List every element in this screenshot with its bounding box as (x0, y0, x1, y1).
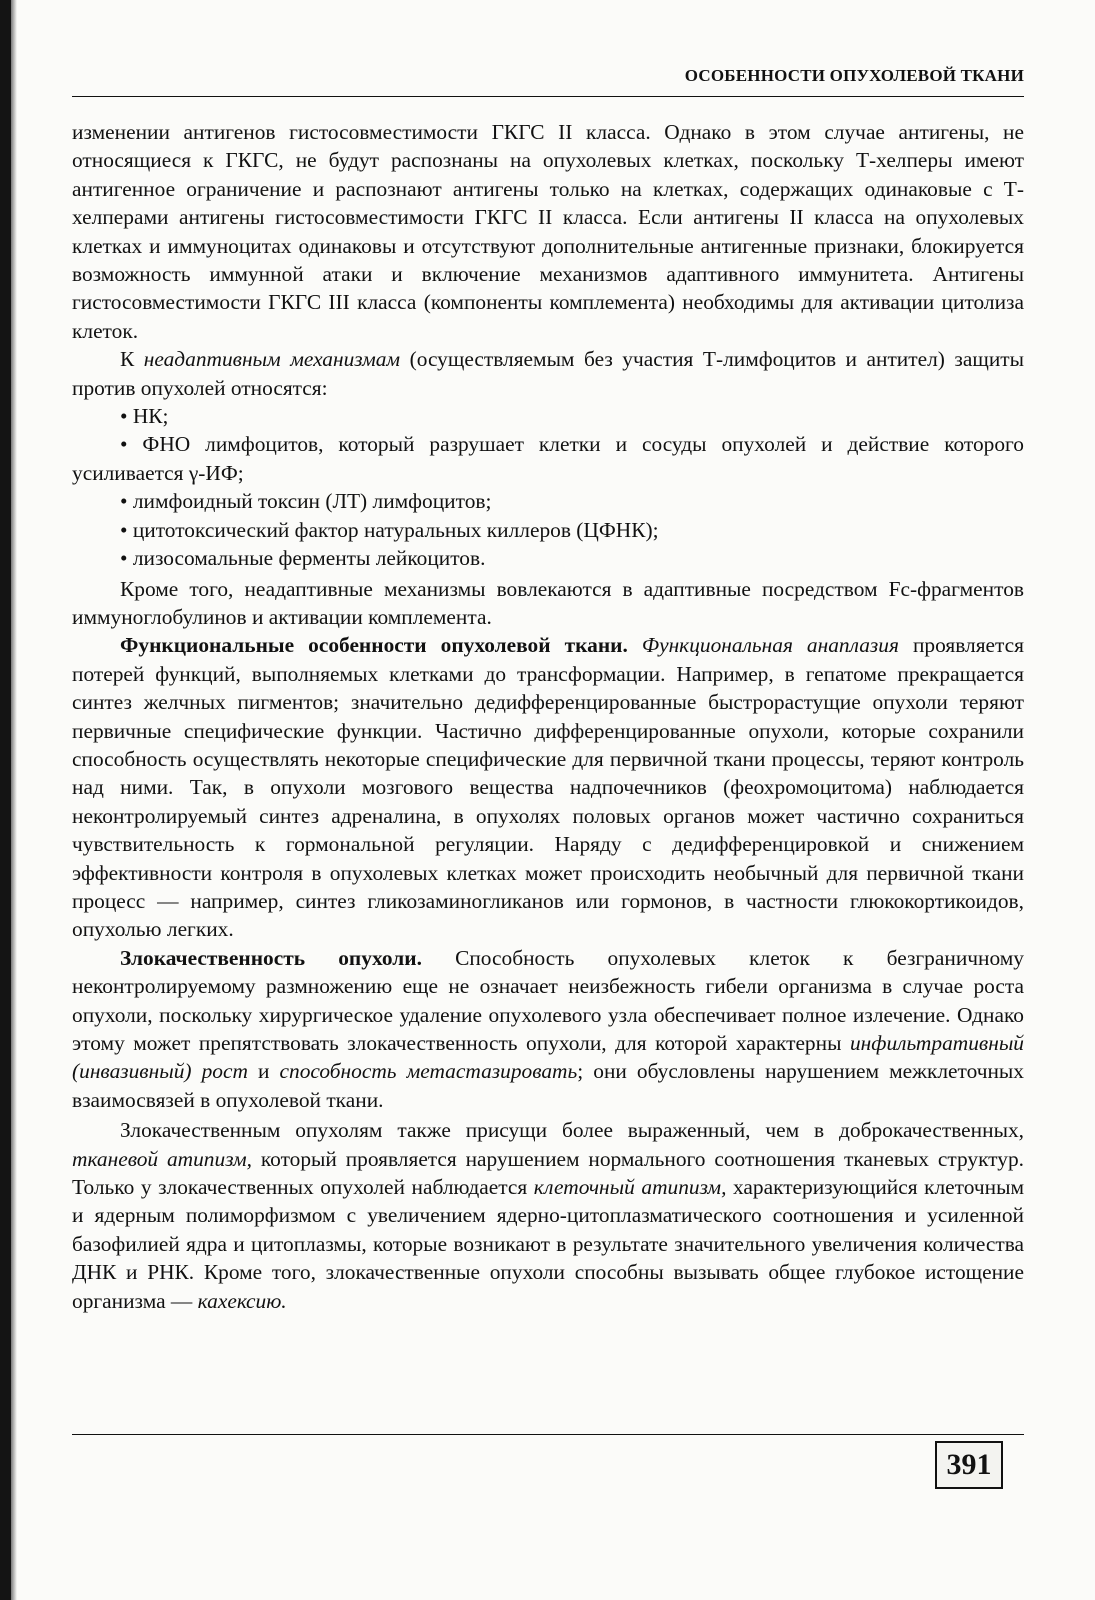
term-nonadaptive-mechanisms: неадаптивным механизмам (143, 347, 401, 372)
page-number-underline (935, 1487, 1003, 1489)
term-cellular-atypism: клеточный атипизм, (533, 1175, 727, 1200)
paragraph-5-text-2: и (247, 1059, 280, 1084)
section-heading-malignancy: Злокачественность опухоли. (120, 945, 422, 970)
section-heading-functional-features: Функциональные особенности опухолевой ткани. (120, 633, 628, 658)
paragraph-3: Кроме того, неадаптивные механизмы вовлекаются в адаптивные посредством Fc-фрагментов иммуноглобулинов и активации комплемента. (72, 576, 1024, 629)
paragraph-6-text-3: характеризующийся клеточным и ядерным полиморфизмом с увеличением ядерно-цитоплазматического соотношения и усиленной базофилией ядра и цитоплазмы, которые возникают в результате значительного увеличения количества ДНК и РНК. Кроме того, злокачественные опухоли способны вызывать общее глубокое истощение организма — (72, 1175, 1024, 1313)
term-infiltrative-growth: инфильтративный (инвазивный) рост (72, 1031, 1024, 1084)
paragraph-1: изменении антигенов гистосовместимости ГКГС II класса. Однако в этом случае антигены, не относящиеся к ГКГС, не будут распознаны на опухолевых клетках, поскольку Т-хелперы имеют антигенное ограничение и распознают антигены только на клетках, содержащих одинаковые с Т-хелперами антигены гистосовместимости ГКГС II класса. Если антигены II класса на опухолевых клетках и иммуноцитах одинаковы и отсутствуют дополнительные антигенные признаки, блокируется возможность иммунной атаки и включение механизмов адаптивного иммунитета. Антигены гистосовместимости ГКГС III класса (компоненты комплемента) необходимы для активации цитолиза клеток. (72, 120, 1024, 343)
bullet-item: • НК; (120, 404, 169, 429)
paragraph-4 (72, 631, 1024, 943)
paragraph-6 (72, 1116, 1024, 1315)
bullet-item: • лимфоидный токсин (ЛТ) лимфоцитов; (120, 489, 492, 514)
term-cachexia: кахексию. (197, 1288, 287, 1313)
page-number: 391 (935, 1441, 1003, 1489)
paragraph-5 (72, 944, 1024, 1114)
paragraph-2 (72, 345, 1024, 402)
term-tissue-atypism: тканевой атипизм, (72, 1146, 253, 1171)
paragraph-4-text: проявляется потерей функций, выполняемых клетками до трансформации. Например, в гепатоме прекращается синтез желчных пигментов; значительно дедифференцированные быстрорастущие опухоли теряют первичные специфические функции. Частично дифференцированные опухоли, которые сохранили способность осуществлять некоторые специфические для первичной ткани процессы, теряют контроль над ними. Так, в опухоли мозгового вещества надпочечников (феохромоцитома) наблюдается неконтролируемый синтез адреналина, в опухолях половых органов может частично сохраниться чувствительность к гормональной регуляции. Наряду с дедифференцировкой и снижением эффективности контроля в опухолевых клетках может происходить необычный для первичной ткани процесс — например, синтез гликозаминогликанов или гормонов, в частности глюкокортикоидов, опухолью легких. (72, 633, 1024, 942)
paragraph-2-tail: (осуществляемым без участия Т-лимфоцитов и антител) защиты против опухолей относятся: (72, 347, 1024, 400)
paragraph-2-lead: К (120, 347, 144, 372)
term-metastasize: способность метастазировать (279, 1059, 578, 1084)
header-rule (72, 96, 1024, 97)
paragraph-6-text-2: который проявляется нарушением нормального соотношения тканевых структур. Только у злокачественных опухолей наблюдается (72, 1146, 1024, 1200)
bullet-item: • лизосомальные ферменты лейкоцитов. (120, 546, 486, 571)
paragraph-5-text-3: ; они обусловлены нарушением межклеточных взаимосвязей в опухолевой ткани. (72, 1059, 1024, 1112)
footer-rule (72, 1434, 1024, 1435)
book-spine-shadow (0, 0, 11, 1600)
paragraph-5-text-1: Способность опухолевых клеток к безграничному неконтролируемому размножению еще не означает неизбежность гибели организма в случае роста опухоли, поскольку хирургическое удаление опухолевого узла обеспечивает полное излечение. Однако этому может препятствовать злокачественность опухоли, для которой характерны (72, 945, 1024, 1055)
running-head: ОСОБЕННОСТИ ОПУХОЛЕВОЙ ТКАНИ (684, 66, 1024, 85)
body-text (72, 118, 1024, 1315)
book-spine-gradient (11, 0, 17, 1600)
paragraph-6-text-1: Злокачественным опухолям также присущи более выраженный, чем в доброкачественных, (120, 1118, 1024, 1143)
bullet-item: • цитотоксический фактор натуральных киллеров (ЦФНК); (120, 517, 659, 542)
bullet-item: • ФНО лимфоцитов, который разрушает клетки и сосуды опухолей и действие которого усиливается γ-ИФ; (72, 432, 1024, 485)
term-functional-anaplasia: Функциональная анаплазия (641, 633, 899, 658)
